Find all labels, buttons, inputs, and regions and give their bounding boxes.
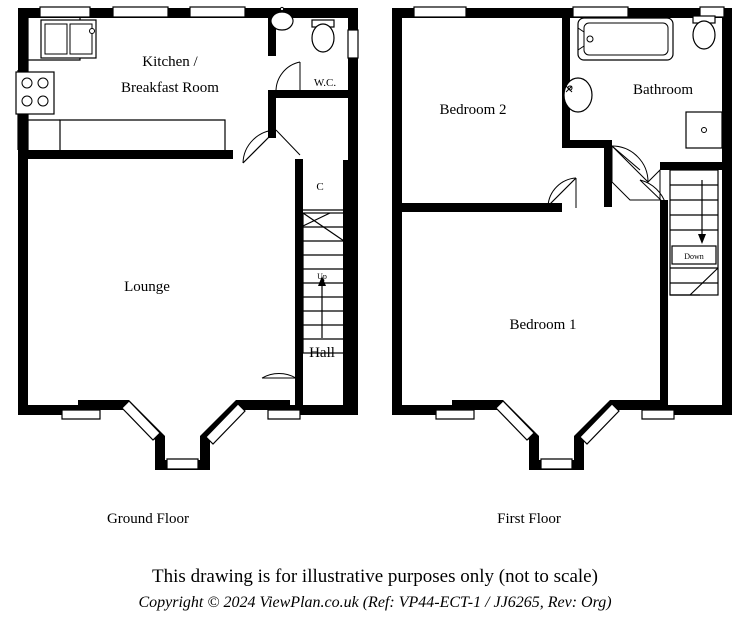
bathroom-label: Bathroom xyxy=(633,82,693,98)
ground-floor-bay-window xyxy=(62,401,300,469)
stairs-down-label: Down xyxy=(684,252,704,261)
cupboard-label: C xyxy=(316,181,324,193)
kitchen-lounge-partition xyxy=(18,150,233,159)
bedroom-1-label: Bedroom 1 xyxy=(509,317,577,333)
hob-fixture xyxy=(16,72,54,114)
lounge-label: Lounge xyxy=(124,279,170,295)
disclaimer-text: This drawing is for illustrative purposes only (not to scale) xyxy=(152,566,598,587)
bathroom-landing-partition xyxy=(562,140,612,148)
landing-right-wall xyxy=(660,162,722,170)
ground-floor-title: Ground Floor xyxy=(106,511,190,527)
wc-window xyxy=(348,30,358,58)
bedroom-2-label: Bedroom 2 xyxy=(439,102,507,118)
copyright-text: Copyright © 2024 ViewPlan.co.uk (Ref: VP44-ECT-1 / JJ6265, Rev: Org) xyxy=(138,594,612,611)
ground-floor-plan xyxy=(16,7,358,527)
kitchen-label-line2: Breakfast Room xyxy=(121,80,219,96)
stairs-up-label: Up xyxy=(317,272,327,281)
landing-bedroom1-partition xyxy=(604,145,612,207)
wc-partition-bottom xyxy=(268,90,358,98)
first-floor-bay-window xyxy=(436,401,674,469)
bedroom2-landing-partition xyxy=(402,203,562,212)
hall-label: Hall xyxy=(309,345,335,361)
landing-stair-wall xyxy=(660,200,668,410)
kitchen-label-line1: Kitchen / xyxy=(142,54,198,70)
bedroom2-bathroom-partition xyxy=(562,8,570,146)
wc-label: W.C. xyxy=(313,77,337,89)
first-floor-plan xyxy=(392,7,732,527)
sink-fixture xyxy=(41,20,96,58)
ground-floor-top-windows xyxy=(40,7,245,17)
hall-lounge-wall xyxy=(295,159,303,409)
ground-floor-outer-walls xyxy=(18,8,358,470)
first-floor-stairs xyxy=(670,170,718,295)
first-floor-title: First Floor xyxy=(497,511,561,527)
ground-floor-stairs xyxy=(303,213,344,353)
